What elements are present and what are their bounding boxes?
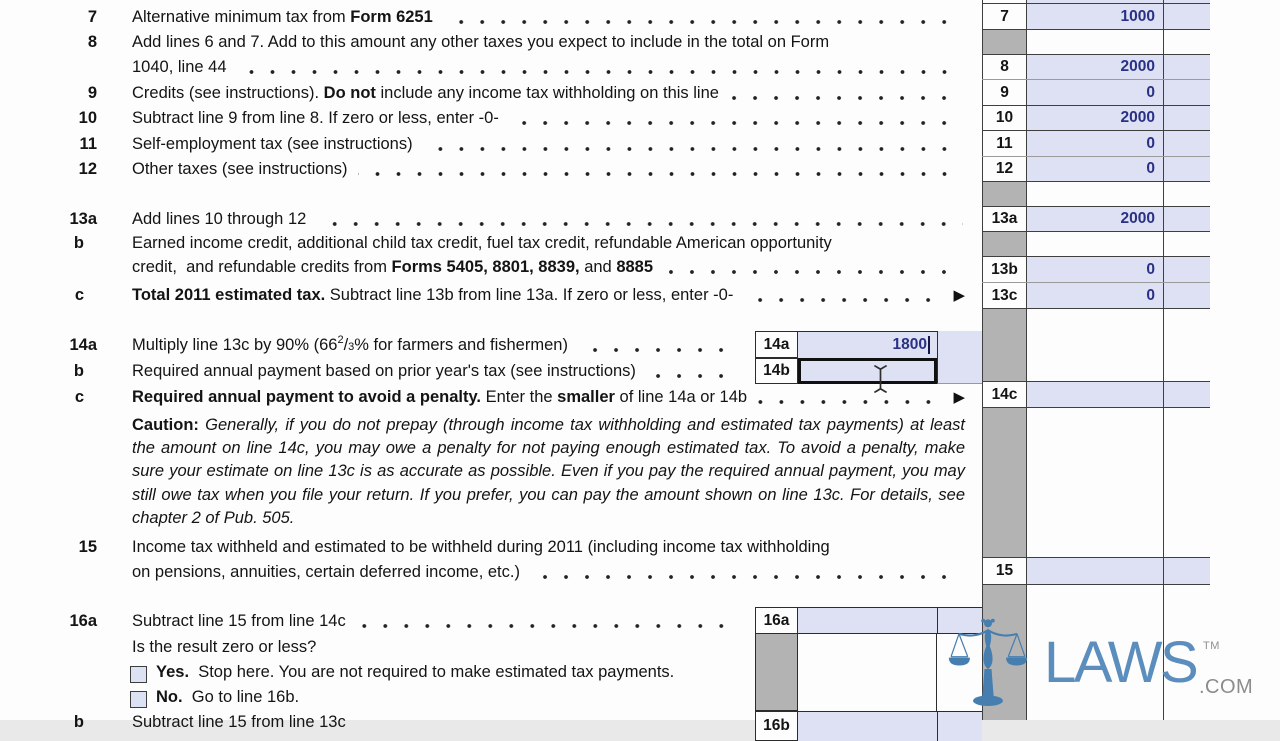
trademark-symbol: TM: [1203, 640, 1220, 652]
form-line-r12: [0, 159, 965, 180]
amount-row-15: [982, 557, 1210, 584]
dot-leader: [530, 575, 963, 579]
form-line-r8b: [0, 57, 965, 78]
line-label-11: 11: [982, 131, 1027, 156]
i-beam-cursor-icon: [872, 364, 889, 399]
empty-region: [798, 634, 937, 711]
dot-leader: [358, 172, 964, 176]
spacer-row: [982, 0, 1210, 3]
amount-field-9[interactable]: 0: [1027, 80, 1163, 105]
empty-cents-cell: [1163, 232, 1210, 256]
cents-field-7[interactable]: [1163, 4, 1210, 29]
amount-row-13c: [982, 282, 1210, 308]
line-text: Enter the: [481, 388, 558, 406]
checkbox[interactable]: [130, 666, 147, 683]
amount-field-14a[interactable]: [798, 331, 937, 358]
cents-field-13c[interactable]: [1163, 283, 1210, 308]
cents-field-13a[interactable]: [1163, 207, 1210, 231]
checkbox[interactable]: [130, 691, 147, 708]
line-text: credit, and refundable credits from: [132, 258, 392, 276]
amount-row-14c: [982, 381, 1210, 407]
cents-field-8[interactable]: [1163, 55, 1210, 79]
empty-cents-cell: [1163, 408, 1210, 557]
form-line-r16a: [0, 611, 742, 632]
amount-row-13b: [982, 256, 1210, 282]
dot-leader: [356, 624, 740, 628]
line-text: Subtract line 13b from line 13a. If zero or less, enter -0-: [325, 286, 734, 304]
line-label-9: 9: [982, 80, 1027, 105]
line-text: Self-employment tax (see instructions): [132, 135, 413, 153]
spacer-row: [982, 29, 1210, 54]
form-line-r14a: [0, 335, 742, 356]
line-number: 10: [78, 109, 97, 127]
form-line-r15b: [0, 562, 965, 583]
amount-row-12: [982, 156, 1210, 181]
line-text: 2: [337, 334, 344, 346]
line-label-14c: 14c: [982, 382, 1027, 407]
line-label-8: 8: [982, 55, 1027, 79]
cents-field-10[interactable]: [1163, 106, 1210, 130]
line-label-16a: 16a: [755, 607, 798, 634]
dot-leader: [423, 147, 963, 151]
line-text: Subtract line 9 from line 8. If zero or less, enter -0-: [132, 109, 499, 127]
line-text: Stop here. You are not required to make estimated tax payments.: [189, 663, 675, 681]
line-text: smaller: [557, 388, 615, 406]
caution-label: Caution:: [132, 416, 199, 434]
amount-field-7[interactable]: 1000: [1027, 4, 1163, 29]
line-label-16b: 16b: [755, 711, 798, 741]
form-line-r13b1: [0, 233, 965, 254]
line-number: 16a: [69, 612, 97, 630]
line-label-13c: 13c: [982, 283, 1027, 308]
amount-row-11: [982, 130, 1210, 156]
line-number: 8: [87, 33, 97, 51]
line-label-13a: 13a: [982, 207, 1027, 231]
caution-text: Generally, if you do not prepay (through income tax withholding and estimated tax payments) at least the amount on line 14c, you may owe a penalty for not paying enough estimated tax. To avoid a penalty, make sure your estimate on line 13c is as accurate as possible. Even if you pay the required annual payment, you may still owe tax when you file your return. If you prefer, you can pay the amount shown on line 13c. For details, see chapter 2 of Pub. 505.: [132, 416, 965, 527]
line-text: 8885: [616, 258, 654, 276]
dot-leader: [509, 121, 963, 125]
line-number: 7: [87, 8, 97, 26]
spacer-cell: [755, 634, 798, 711]
amount-field-14c[interactable]: [1027, 382, 1163, 407]
line-number: 12: [78, 160, 97, 178]
arrow-right-icon: ▶: [953, 389, 965, 406]
line-label-12: 12: [982, 157, 1027, 181]
line-label-7: 7: [982, 4, 1027, 29]
line-label-13b: 13b: [982, 257, 1027, 282]
empty-cell: [1027, 309, 1163, 381]
form-line-r15a: [0, 537, 965, 558]
line-text: Add lines 6 and 7. Add to this amount any other taxes you expect to include in the total on Form: [132, 33, 830, 51]
amount-row-10: [982, 105, 1210, 130]
amount-field-15[interactable]: [1027, 558, 1163, 584]
line-text: Form 6251: [350, 8, 433, 26]
logo-suffix-text: .COM: [1199, 676, 1254, 698]
dot-leader: [729, 96, 963, 100]
spacer-row: [982, 308, 1210, 381]
amount-field-10[interactable]: 2000: [1027, 106, 1163, 130]
form-line-r13a: [0, 209, 965, 230]
caution-note: [132, 414, 965, 530]
line-text: Earned income credit, additional child tax credit, fuel tax credit, refundable American opportunity: [132, 234, 832, 252]
line-number: 13a: [69, 210, 97, 228]
dot-leader: [237, 70, 964, 74]
line-text: Forms 5405, 8801, 8839,: [391, 258, 580, 276]
amount-field-13b[interactable]: 0: [1027, 257, 1163, 282]
form-line-r10: [0, 108, 965, 129]
line-number: c: [74, 286, 84, 304]
dot-leader: [743, 298, 947, 302]
line-text: on pensions, annuities, certain deferred income, etc.): [132, 563, 520, 581]
line-number: c: [74, 388, 84, 406]
form-line-r7: [0, 7, 965, 28]
line-label-14a: 14a: [755, 331, 798, 358]
cents-field-9[interactable]: [1163, 80, 1210, 105]
form-line-r11: [0, 134, 965, 155]
amount-row-13a: [982, 206, 1210, 231]
line-label-10: 10: [982, 106, 1027, 130]
empty-cents-cell: [1163, 182, 1210, 206]
line-number: b: [73, 362, 84, 380]
amount-field-13c[interactable]: 0: [1027, 283, 1163, 308]
text-caret: [928, 336, 930, 354]
cents-field-12[interactable]: [1163, 157, 1210, 181]
cents-field-15[interactable]: [1163, 558, 1210, 584]
spacer-row: [982, 181, 1210, 206]
logo-brand-text: LAWS: [1044, 630, 1197, 695]
form-line-r9: [0, 83, 965, 104]
empty-cell: [1027, 232, 1163, 256]
line-text: Multiply line 13c by 90% (66: [132, 336, 338, 354]
line-text: Go to line 16b.: [182, 688, 300, 706]
cents-field-14a[interactable]: [937, 331, 982, 358]
cents-field-11[interactable]: [1163, 131, 1210, 156]
line-text: Add lines 10 through 12: [132, 210, 307, 228]
line-text: include any income tax withholding on this line: [375, 84, 719, 102]
line14-amount-table: [755, 331, 982, 384]
line-text: Required annual payment based on prior year's tax (see instructions): [132, 362, 636, 380]
line-text: Credits (see instructions).: [132, 84, 324, 102]
empty-cell: [1027, 0, 1163, 3]
line-number: 9: [87, 84, 97, 102]
empty-cell: [1027, 30, 1163, 54]
spacer-cell: [982, 0, 1027, 3]
form-line-r13c: [0, 285, 965, 306]
line-label-15: 15: [982, 558, 1027, 584]
line-text: Do not: [323, 84, 376, 102]
empty-cents-cell: [1163, 0, 1210, 3]
laws-com-logo: [940, 610, 1275, 720]
empty-cents-cell: [1163, 30, 1210, 54]
spacer-cell: [982, 30, 1027, 54]
spacer-cell: [982, 408, 1027, 557]
line-text: Other taxes (see instructions): [132, 160, 348, 178]
amount-field-16b[interactable]: [798, 711, 937, 741]
amount-field-16a[interactable]: [798, 607, 937, 634]
line-number: 14a: [69, 336, 97, 354]
amount-field-13a[interactable]: 2000: [1027, 207, 1163, 231]
line-text: and: [579, 258, 617, 276]
dot-leader: [316, 222, 963, 226]
line-number: b: [73, 713, 84, 731]
spacer-cell: [982, 309, 1027, 381]
line-text: Income tax withheld and estimated to be withheld during 2011 (including income tax withholding: [132, 538, 830, 556]
cents-field-14c[interactable]: [1163, 382, 1210, 407]
line-text: /: [343, 336, 349, 354]
cents-field-14b[interactable]: [937, 358, 982, 384]
line-text: Subtract line 15 from line 13c: [132, 713, 346, 731]
line-text: % for farmers and fishermen): [354, 336, 568, 354]
dot-leader: [578, 348, 740, 352]
amount-field-14b-focused[interactable]: [798, 358, 937, 384]
spacer-row: [982, 231, 1210, 256]
dot-leader: [757, 400, 947, 404]
amount-field-11[interactable]: 0: [1027, 131, 1163, 156]
dot-leader: [443, 20, 963, 24]
amount-row-8: [982, 54, 1210, 79]
form-line-r8a: [0, 32, 965, 53]
empty-cell: [1027, 408, 1163, 557]
line-text: of line 14a or 14b: [614, 388, 748, 406]
dot-leader: [646, 374, 740, 378]
empty-cents-cell: [1163, 309, 1210, 381]
form-line-r13b2: [0, 257, 965, 278]
line-number: b: [73, 234, 84, 252]
amount-field-12[interactable]: 0: [1027, 157, 1163, 181]
spacer-cell: [982, 182, 1027, 206]
line-text: Total 2011 estimated tax.: [132, 286, 326, 304]
amount-field-8[interactable]: 2000: [1027, 55, 1163, 79]
cents-field-13b[interactable]: [1163, 257, 1210, 282]
line-number: 15: [78, 538, 97, 556]
line-label-14b: 14b: [755, 358, 798, 384]
amount-row-9: [982, 79, 1210, 105]
spacer-cell: [982, 232, 1027, 256]
dot-leader: [663, 270, 963, 274]
empty-cell: [1027, 182, 1163, 206]
line-text: 3: [348, 341, 355, 353]
line-text: 1040, line 44: [132, 58, 227, 76]
form-line-r14b: [0, 361, 742, 382]
spacer-row: [982, 407, 1210, 557]
line-number: 11: [79, 135, 97, 153]
line-text: No.: [156, 688, 183, 706]
amount-value-14a: 1800: [892, 336, 927, 353]
line-text: Yes.: [156, 663, 190, 681]
form-line-r14c: [0, 387, 965, 408]
line-text: Subtract line 15 from line 14c: [132, 612, 346, 630]
scales-of-justice-icon: [944, 616, 1032, 708]
line-text: Alternative minimum tax from: [132, 8, 351, 26]
line-text: Required annual payment to avoid a penalty.: [132, 388, 482, 406]
arrow-right-icon: ▶: [953, 287, 965, 304]
line-text: Is the result zero or less?: [132, 638, 317, 656]
amount-row-7: [982, 3, 1210, 29]
